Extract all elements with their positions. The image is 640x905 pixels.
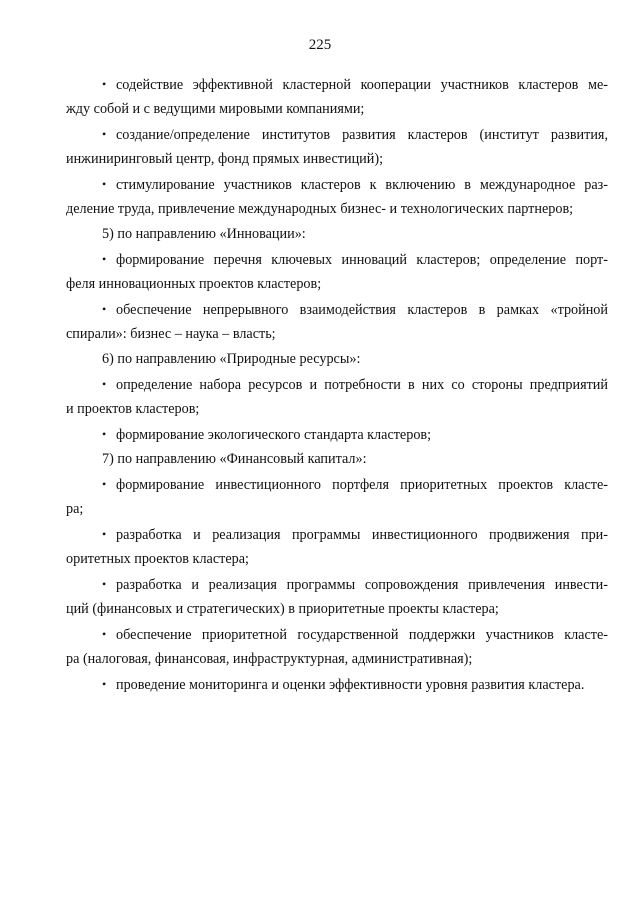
text-line bbox=[66, 622, 608, 647]
bullet-icon: • bbox=[102, 677, 107, 691]
bullet-icon: • bbox=[102, 627, 107, 641]
section-heading bbox=[66, 222, 608, 247]
bullet-item bbox=[66, 422, 608, 447]
text-line bbox=[66, 222, 608, 247]
text-line bbox=[66, 397, 608, 422]
line-text: обеспечение непрерывного взаимодействия кластеров в рамках «тройной bbox=[116, 302, 608, 318]
line-text: создание/определение институтов развития кластеров (институт развития, bbox=[116, 127, 608, 143]
line-text: стимулирование участников кластеров к включению в международное раз- bbox=[116, 177, 608, 193]
text-line bbox=[66, 72, 608, 97]
bullet-item bbox=[66, 472, 608, 522]
bullet-icon: • bbox=[102, 177, 107, 191]
bullet-icon: • bbox=[102, 577, 107, 591]
text-line bbox=[66, 197, 608, 222]
line-text: формирование перечня ключевых инноваций кластеров; определение порт- bbox=[116, 252, 608, 268]
text-line bbox=[66, 447, 608, 472]
bullet-icon: • bbox=[102, 527, 107, 541]
bullet-item bbox=[66, 372, 608, 422]
text-line bbox=[66, 672, 608, 697]
text-line bbox=[66, 597, 608, 622]
document-body bbox=[66, 72, 608, 697]
bullet-item bbox=[66, 572, 608, 622]
bullet-item bbox=[66, 297, 608, 347]
text-line bbox=[66, 547, 608, 572]
line-text: формирование инвестиционного портфеля приоритетных проектов класте- bbox=[116, 477, 608, 493]
text-line bbox=[66, 472, 608, 497]
line-text: 5) по направлению «Инновации»: bbox=[102, 226, 306, 242]
page-number: 225 bbox=[308, 37, 332, 53]
text-line bbox=[66, 122, 608, 147]
bullet-item bbox=[66, 72, 608, 122]
text-line bbox=[66, 647, 608, 672]
section-heading bbox=[66, 447, 608, 472]
bullet-item bbox=[66, 622, 608, 672]
line-text: обеспечение приоритетной государственной поддержки участников класте- bbox=[116, 627, 608, 643]
bullet-item bbox=[66, 672, 608, 697]
text-line bbox=[66, 572, 608, 597]
line-text: феля инновационных проектов кластеров; bbox=[66, 276, 322, 292]
text-line bbox=[66, 497, 608, 522]
line-text: формирование экологического стандарта кластеров; bbox=[116, 427, 432, 443]
line-text: содействие эффективной кластерной кооперации участников кластеров ме- bbox=[116, 77, 608, 93]
bullet-icon: • bbox=[102, 477, 107, 491]
line-text: спирали»: бизнес – наука – власть; bbox=[66, 326, 276, 342]
line-text: 7) по направлению «Финансовый капитал»: bbox=[102, 451, 367, 467]
bullet-icon: • bbox=[102, 377, 107, 391]
text-line bbox=[66, 422, 608, 447]
bullet-icon: • bbox=[102, 127, 107, 141]
bullet-item bbox=[66, 122, 608, 172]
line-text: разработка и реализация программы сопровождения привлечения инвести- bbox=[116, 577, 608, 593]
bullet-item bbox=[66, 172, 608, 222]
line-text: проведение мониторинга и оценки эффективности уровня развития кластера. bbox=[116, 677, 585, 693]
line-text: ра; bbox=[66, 501, 84, 517]
line-text: ра (налоговая, финансовая, инфраструктурная, административная); bbox=[66, 651, 473, 667]
line-text: жду собой и с ведущими мировыми компаниями; bbox=[66, 101, 365, 117]
line-text: оритетных проектов кластера; bbox=[66, 551, 249, 567]
text-line bbox=[66, 97, 608, 122]
bullet-item bbox=[66, 247, 608, 297]
line-text: определение набора ресурсов и потребности в них со стороны предприятий bbox=[116, 377, 608, 393]
line-text: 6) по направлению «Природные ресурсы»: bbox=[102, 351, 361, 367]
text-line bbox=[66, 372, 608, 397]
text-line bbox=[66, 272, 608, 297]
text-line bbox=[66, 247, 608, 272]
text-line bbox=[66, 297, 608, 322]
bullet-item bbox=[66, 522, 608, 572]
line-text: и проектов кластеров; bbox=[66, 401, 200, 417]
text-line bbox=[66, 322, 608, 347]
line-text: деление труда, привлечение международных бизнес- и технологических партнеров; bbox=[66, 201, 574, 217]
line-text: разработка и реализация программы инвестиционного продвижения при- bbox=[116, 527, 608, 543]
bullet-icon: • bbox=[102, 302, 107, 316]
section-heading bbox=[66, 347, 608, 372]
text-line bbox=[66, 172, 608, 197]
line-text: ций (финансовых и стратегических) в приоритетные проекты кластера; bbox=[66, 601, 499, 617]
line-text: инжиниринговый центр, фонд прямых инвестиций); bbox=[66, 151, 384, 167]
text-line bbox=[66, 522, 608, 547]
text-line bbox=[66, 147, 608, 172]
text-line bbox=[66, 347, 608, 372]
bullet-icon: • bbox=[102, 427, 107, 441]
bullet-icon: • bbox=[102, 252, 107, 266]
bullet-icon: • bbox=[102, 77, 107, 91]
